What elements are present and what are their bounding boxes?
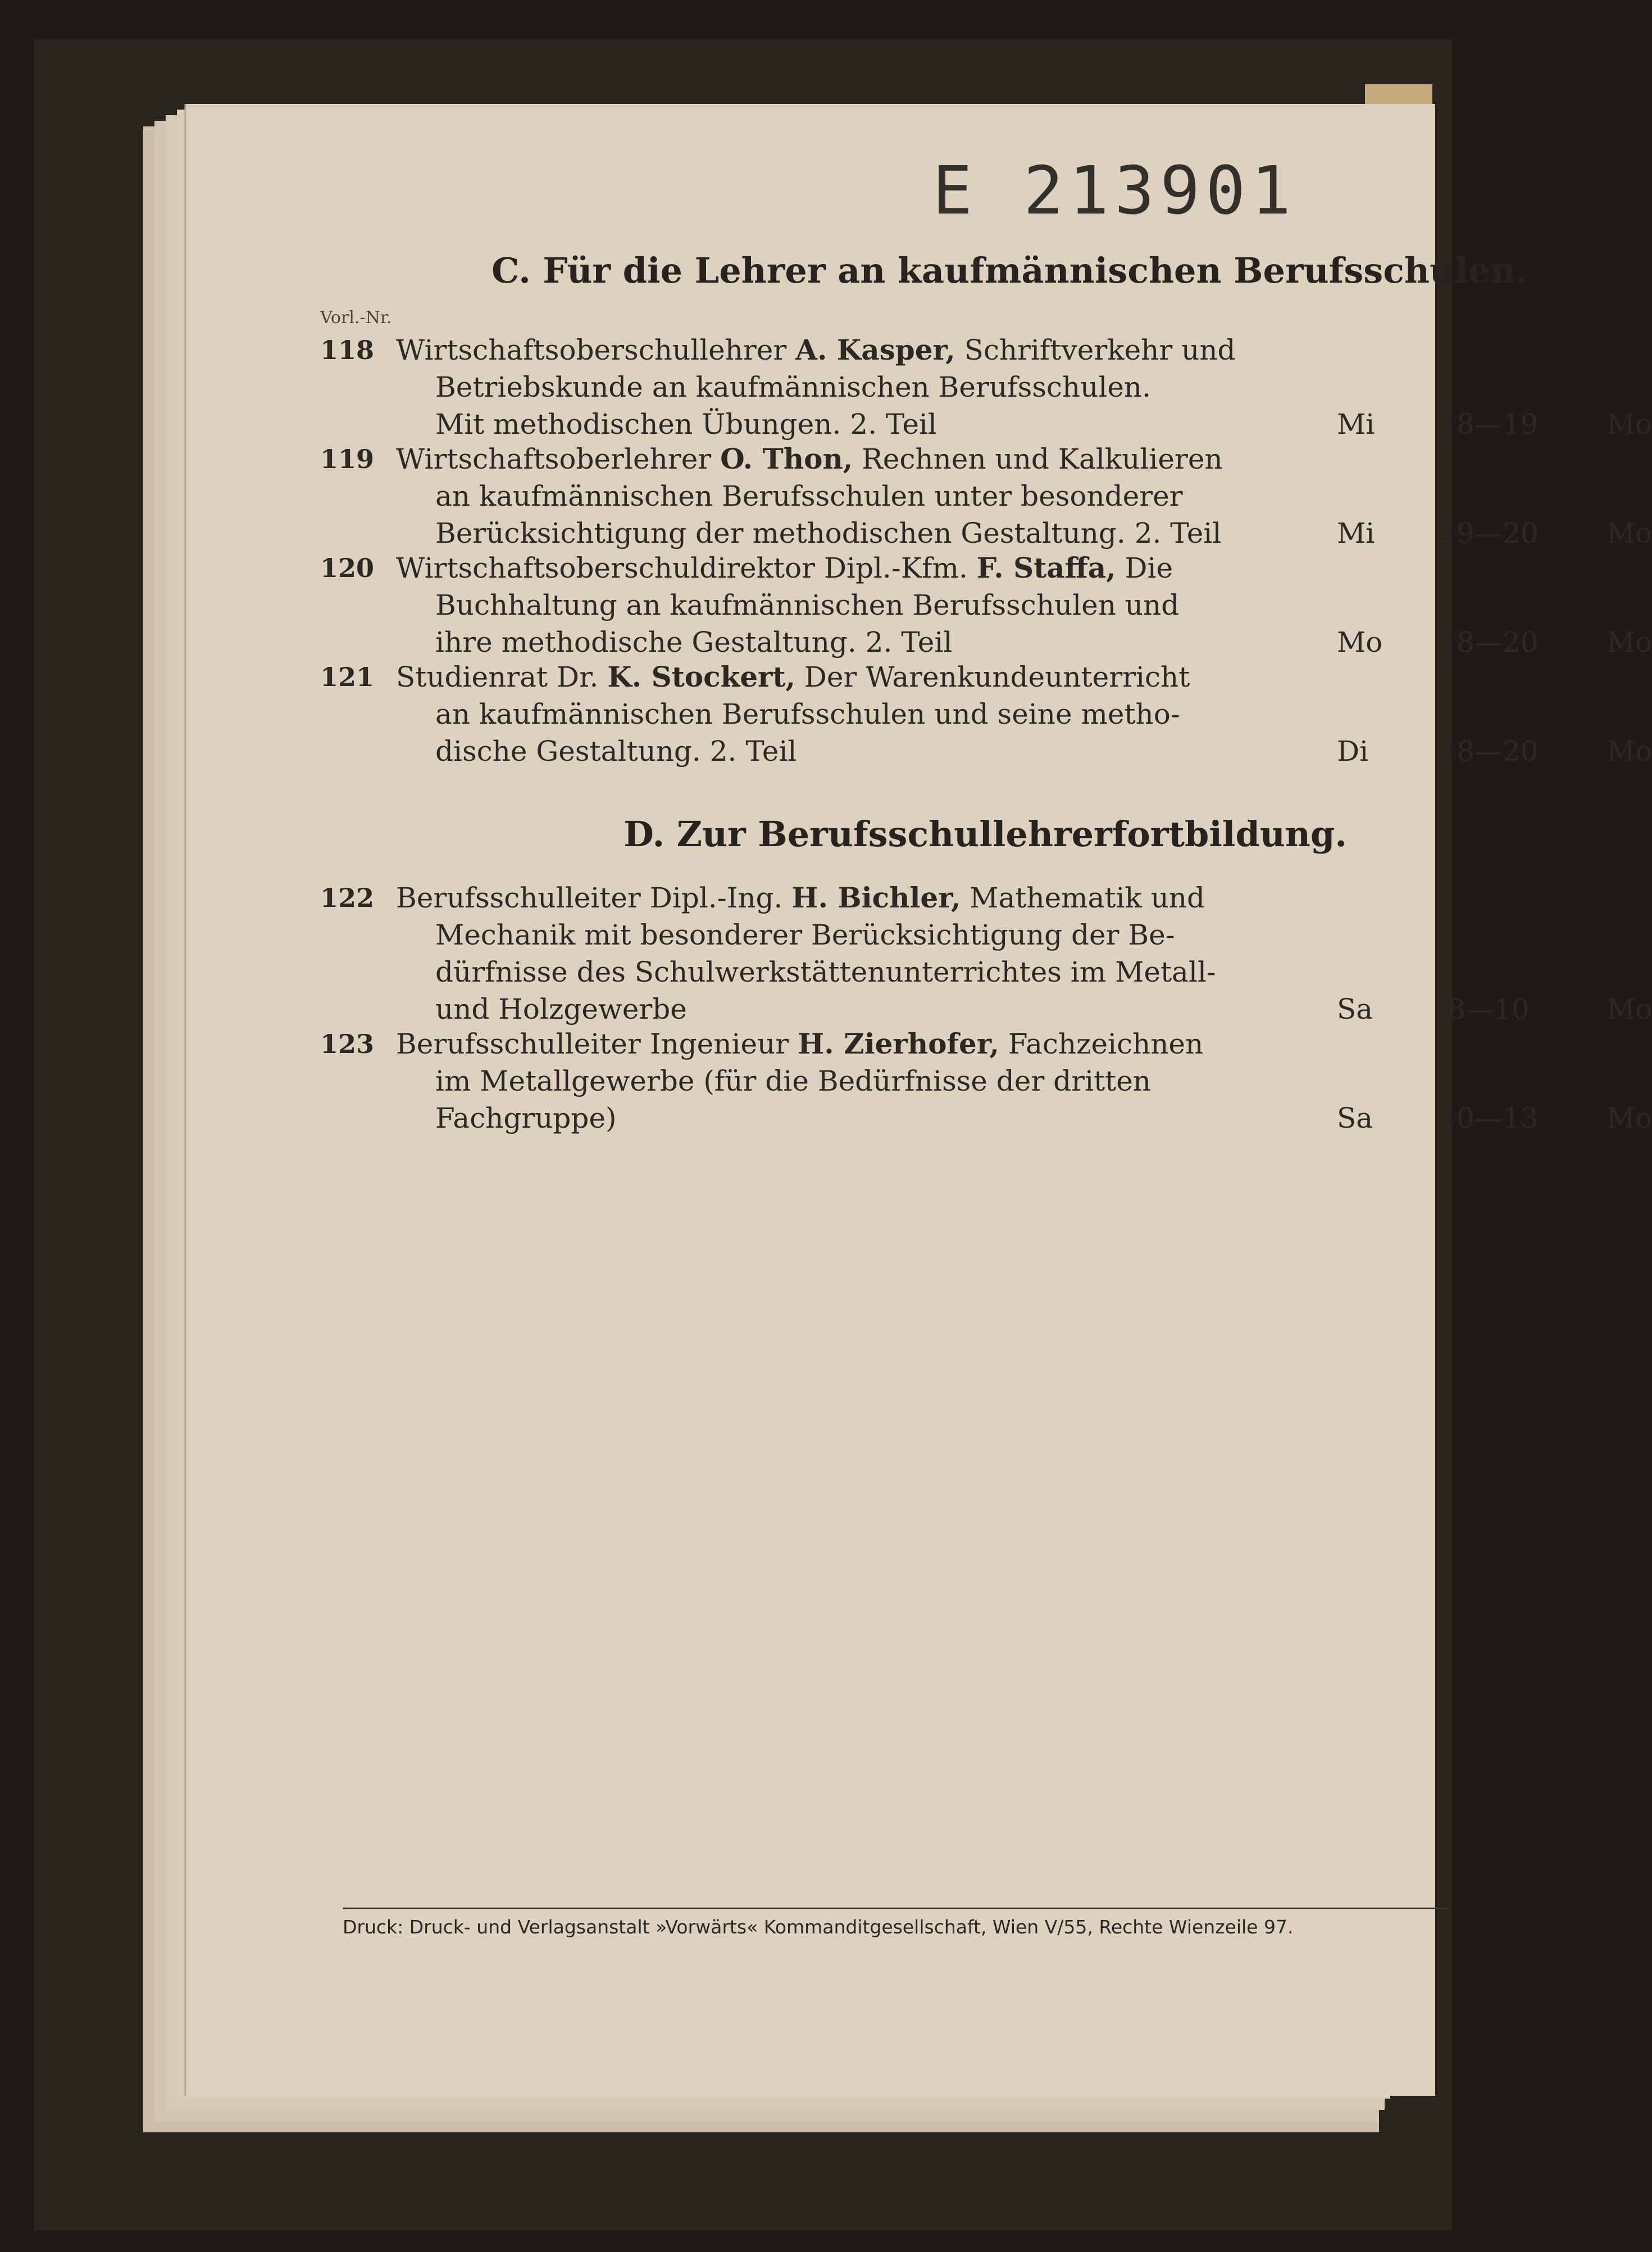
printer-imprint: Druck: Druck- und Verlagsanstalt »Vorwärts« Kommanditgesellschaft, Wien V/55, Rechte Wienzeile 97. bbox=[343, 1916, 1294, 1938]
lecturer-name: H. Zierhofer, bbox=[798, 1027, 999, 1060]
column-label: Vorl.-Nr. bbox=[320, 308, 392, 328]
lecturer-name: F. Staffa, bbox=[976, 551, 1116, 584]
course-description: Berufsschulleiter Ingenieur H. Zierhofer, Fachzeichnen im Metallgewerbe (für die Bedürfnisse der dritten Fachgruppe) bbox=[396, 1027, 1204, 1134]
course-number: 121 bbox=[320, 662, 375, 692]
course-description: Wirtschaftsoberschuldirektor Dipl.-Kfm. F. Staffa, Die Buchhaltung an kaufmännischen Berufsschulen und ihre methodische Gestaltung. 2. Teil bbox=[396, 551, 1180, 659]
footer-rule bbox=[343, 1908, 1449, 1909]
course-number: 123 bbox=[320, 1029, 375, 1059]
course-time: 18—19 bbox=[1439, 408, 1539, 441]
course-description: Wirtschaftsoberschullehrer A. Kasper, Schriftverkehr und Betriebskunde an kaufmännischen Berufsschulen. Mit methodischen Übungen. 2. Teil bbox=[396, 333, 1236, 441]
cut-off-text: Mo bbox=[1607, 993, 1652, 1025]
course-number: 119 bbox=[320, 444, 375, 474]
lecturer-name: H. Bichler, bbox=[791, 881, 961, 914]
cut-off-text: Mo bbox=[1607, 408, 1652, 441]
course-day: Di bbox=[1337, 735, 1369, 768]
document-page bbox=[185, 107, 1652, 1978]
lecturer-name: K. Stockert, bbox=[607, 660, 795, 693]
course-day: Sa bbox=[1337, 993, 1373, 1025]
course-time: 19—20 bbox=[1439, 517, 1539, 550]
course-time: 18—20 bbox=[1439, 735, 1539, 768]
course-time: 18—20 bbox=[1439, 626, 1539, 659]
course-description: Studienrat Dr. K. Stockert, Der Warenkundeunterricht an kaufmännischen Berufsschulen und seine metho- dische Gestaltung. 2. Teil bbox=[396, 660, 1190, 768]
course-day: Mo bbox=[1337, 626, 1383, 659]
course-description: Wirtschaftsoberlehrer O. Thon, Rechnen und Kalkulieren an kaufmännischen Berufsschulen unter besonderer Berücksichtigung der methodischen Gestaltung. 2. Teil bbox=[396, 442, 1223, 550]
cut-off-text: Mo bbox=[1607, 735, 1652, 768]
course-description: Berufsschulleiter Dipl.-Ing. H. Bichler, Mathematik und Mechanik mit besonderer Berücksichtigung der Be- dürfnisse des Schulwerkstättenunterrichtes im Metall- und Holzgewerbe bbox=[396, 881, 1216, 1025]
course-number: 120 bbox=[320, 553, 375, 583]
course-number: 122 bbox=[320, 883, 375, 913]
section-c-heading: C. Für die Lehrer an kaufmännischen Berufsschulen. bbox=[491, 250, 1528, 291]
course-day: Mi bbox=[1337, 408, 1375, 441]
course-number: 118 bbox=[320, 335, 375, 365]
course-time: 8—10 bbox=[1448, 993, 1530, 1025]
course-time: 10—13 bbox=[1439, 1102, 1539, 1134]
course-day: Mi bbox=[1337, 517, 1375, 550]
cut-off-text: Mo bbox=[1607, 1102, 1652, 1134]
lecturer-name: A. Kasper, bbox=[795, 333, 955, 366]
archive-stamp: E 213901 bbox=[932, 152, 1297, 229]
course-day: Sa bbox=[1337, 1102, 1373, 1134]
section-d-heading: D. Zur Berufsschullehrerfortbildung. bbox=[624, 814, 1347, 855]
lecturer-name: O. Thon, bbox=[720, 442, 853, 475]
cut-off-text: Mo bbox=[1607, 626, 1652, 659]
cut-off-text: Mo bbox=[1607, 517, 1652, 550]
